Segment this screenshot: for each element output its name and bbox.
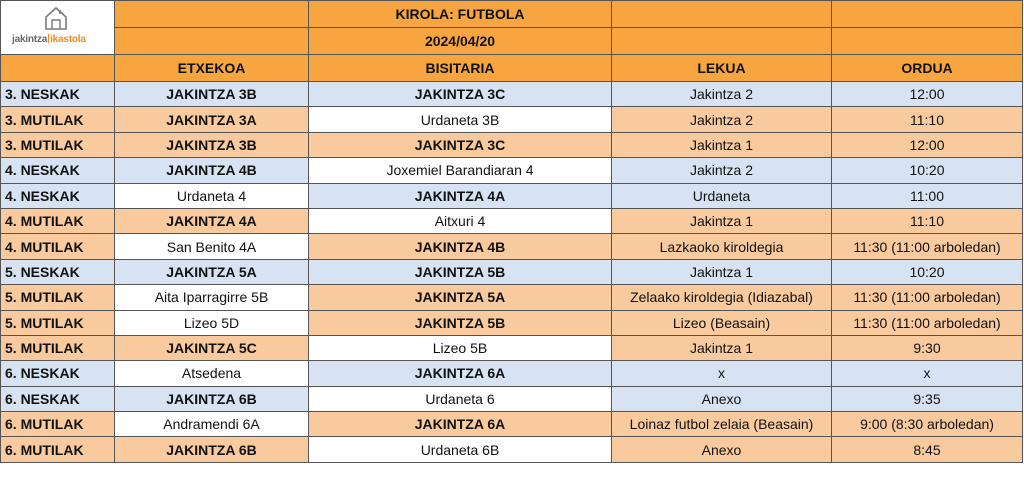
away-team-cell: Urdaneta 6 bbox=[309, 386, 612, 411]
table-row bbox=[1, 361, 1023, 386]
away-team-cell: JAKINTZA 5B bbox=[309, 310, 612, 335]
home-team-cell: Lizeo 5D bbox=[115, 310, 309, 335]
time-cell: 11:30 (11:00 arboledan) bbox=[832, 310, 1023, 335]
venue-cell: Jakintza 1 bbox=[612, 208, 832, 233]
venue-cell: Jakintza 2 bbox=[612, 107, 832, 132]
home-team-cell: JAKINTZA 5C bbox=[115, 335, 309, 360]
logo-text-left: jakintza bbox=[12, 34, 48, 45]
table-row bbox=[1, 82, 1023, 107]
venue-cell: Jakintza 1 bbox=[612, 132, 832, 157]
home-team-cell: JAKINTZA 6B bbox=[115, 386, 309, 411]
away-team-cell: Lizeo 5B bbox=[309, 335, 612, 360]
column-header-lekua: LEKUA bbox=[612, 55, 832, 82]
away-team-cell: JAKINTZA 4B bbox=[309, 234, 612, 259]
time-cell: 9:35 bbox=[832, 386, 1023, 411]
time-cell: 8:45 bbox=[832, 437, 1023, 462]
away-team-cell: JAKINTZA 5B bbox=[309, 259, 612, 284]
logo-text-right: ikastola bbox=[50, 34, 86, 45]
home-team-cell: Atsedena bbox=[115, 361, 309, 386]
time-cell: 9:00 (8:30 arboledan) bbox=[832, 412, 1023, 437]
away-team-cell: JAKINTZA 6A bbox=[309, 361, 612, 386]
house-icon bbox=[43, 5, 69, 31]
category-cell: 3. NESKAK bbox=[1, 82, 115, 107]
home-team-cell: JAKINTZA 4A bbox=[115, 208, 309, 233]
venue-cell: Jakintza 1 bbox=[612, 335, 832, 360]
header-blank bbox=[612, 28, 832, 55]
time-cell: 12:00 bbox=[832, 82, 1023, 107]
table-row bbox=[1, 132, 1023, 157]
column-header-etxekoa: ETXEKOA bbox=[115, 55, 309, 82]
school-logo bbox=[1, 1, 115, 55]
venue-cell: x bbox=[612, 361, 832, 386]
home-team-cell: Urdaneta 4 bbox=[115, 183, 309, 208]
away-team-cell: JAKINTZA 3C bbox=[309, 132, 612, 157]
table-row bbox=[1, 234, 1023, 259]
header-blank bbox=[832, 1, 1023, 28]
category-cell: 6. MUTILAK bbox=[1, 412, 115, 437]
home-team-cell: San Benito 4A bbox=[115, 234, 309, 259]
venue-cell: Urdaneta bbox=[612, 183, 832, 208]
home-team-cell: JAKINTZA 3B bbox=[115, 82, 309, 107]
venue-cell: Anexo bbox=[612, 386, 832, 411]
category-cell: 3. MUTILAK bbox=[1, 107, 115, 132]
time-cell: 9:30 bbox=[832, 335, 1023, 360]
venue-cell: Jakintza 2 bbox=[612, 158, 832, 183]
category-cell: 6. NESKAK bbox=[1, 361, 115, 386]
category-cell: 4. MUTILAK bbox=[1, 208, 115, 233]
column-header-ordua: ORDUA bbox=[832, 55, 1023, 82]
page-title: KIROLA: FUTBOLA bbox=[309, 1, 612, 28]
table-row bbox=[1, 285, 1023, 310]
category-cell: 4. NESKAK bbox=[1, 158, 115, 183]
time-cell: 11:30 (11:00 arboledan) bbox=[832, 285, 1023, 310]
logo-wordmark bbox=[12, 34, 86, 45]
category-cell: 5. MUTILAK bbox=[1, 335, 115, 360]
home-team-cell: JAKINTZA 5A bbox=[115, 259, 309, 284]
home-team-cell: JAKINTZA 3A bbox=[115, 107, 309, 132]
category-cell: 4. NESKAK bbox=[1, 183, 115, 208]
table-row bbox=[1, 412, 1023, 437]
away-team-cell: Urdaneta 3B bbox=[309, 107, 612, 132]
away-team-cell: JAKINTZA 5A bbox=[309, 285, 612, 310]
event-date: 2024/04/20 bbox=[309, 28, 612, 55]
time-cell: 11:10 bbox=[832, 107, 1023, 132]
away-team-cell: Aitxuri 4 bbox=[309, 208, 612, 233]
venue-cell: Anexo bbox=[612, 437, 832, 462]
away-team-cell: Joxemiel Barandiaran 4 bbox=[309, 158, 612, 183]
venue-cell: Zelaako kiroldegia (Idiazabal) bbox=[612, 285, 832, 310]
category-cell: 5. MUTILAK bbox=[1, 285, 115, 310]
category-cell: 6. NESKAK bbox=[1, 386, 115, 411]
away-team-cell: JAKINTZA 3C bbox=[309, 82, 612, 107]
header-blank bbox=[612, 1, 832, 28]
away-team-cell: Urdaneta 6B bbox=[309, 437, 612, 462]
away-team-cell: JAKINTZA 4A bbox=[309, 183, 612, 208]
column-header-bisitaria: BISITARIA bbox=[309, 55, 612, 82]
home-team-cell: Andramendi 6A bbox=[115, 412, 309, 437]
time-cell: 10:20 bbox=[832, 259, 1023, 284]
category-cell: 3. MUTILAK bbox=[1, 132, 115, 157]
time-cell: x bbox=[832, 361, 1023, 386]
header-blank bbox=[115, 28, 309, 55]
category-cell: 5. NESKAK bbox=[1, 259, 115, 284]
home-team-cell: JAKINTZA 6B bbox=[115, 437, 309, 462]
time-cell: 11:10 bbox=[832, 208, 1023, 233]
venue-cell: Lazkaoko kiroldegia bbox=[612, 234, 832, 259]
header-blank bbox=[1, 55, 115, 82]
table-row bbox=[1, 335, 1023, 360]
header-blank bbox=[115, 1, 309, 28]
header-blank bbox=[832, 28, 1023, 55]
venue-cell: Lizeo (Beasain) bbox=[612, 310, 832, 335]
home-team-cell: JAKINTZA 4B bbox=[115, 158, 309, 183]
time-cell: 12:00 bbox=[832, 132, 1023, 157]
table-row bbox=[1, 208, 1023, 233]
table-row bbox=[1, 437, 1023, 462]
category-cell: 4. MUTILAK bbox=[1, 234, 115, 259]
table-row bbox=[1, 310, 1023, 335]
venue-cell: Jakintza 1 bbox=[612, 259, 832, 284]
table-row bbox=[1, 183, 1023, 208]
time-cell: 10:20 bbox=[832, 158, 1023, 183]
venue-cell: Jakintza 2 bbox=[612, 82, 832, 107]
home-team-cell: Aita Iparragirre 5B bbox=[115, 285, 309, 310]
time-cell: 11:30 (11:00 arboledan) bbox=[832, 234, 1023, 259]
table-row bbox=[1, 386, 1023, 411]
table-row bbox=[1, 259, 1023, 284]
table-row bbox=[1, 158, 1023, 183]
home-team-cell: JAKINTZA 3B bbox=[115, 132, 309, 157]
category-cell: 5. MUTILAK bbox=[1, 310, 115, 335]
time-cell: 11:00 bbox=[832, 183, 1023, 208]
table-row bbox=[1, 107, 1023, 132]
away-team-cell: JAKINTZA 6A bbox=[309, 412, 612, 437]
venue-cell: Loinaz futbol zelaia (Beasain) bbox=[612, 412, 832, 437]
category-cell: 6. MUTILAK bbox=[1, 437, 115, 462]
